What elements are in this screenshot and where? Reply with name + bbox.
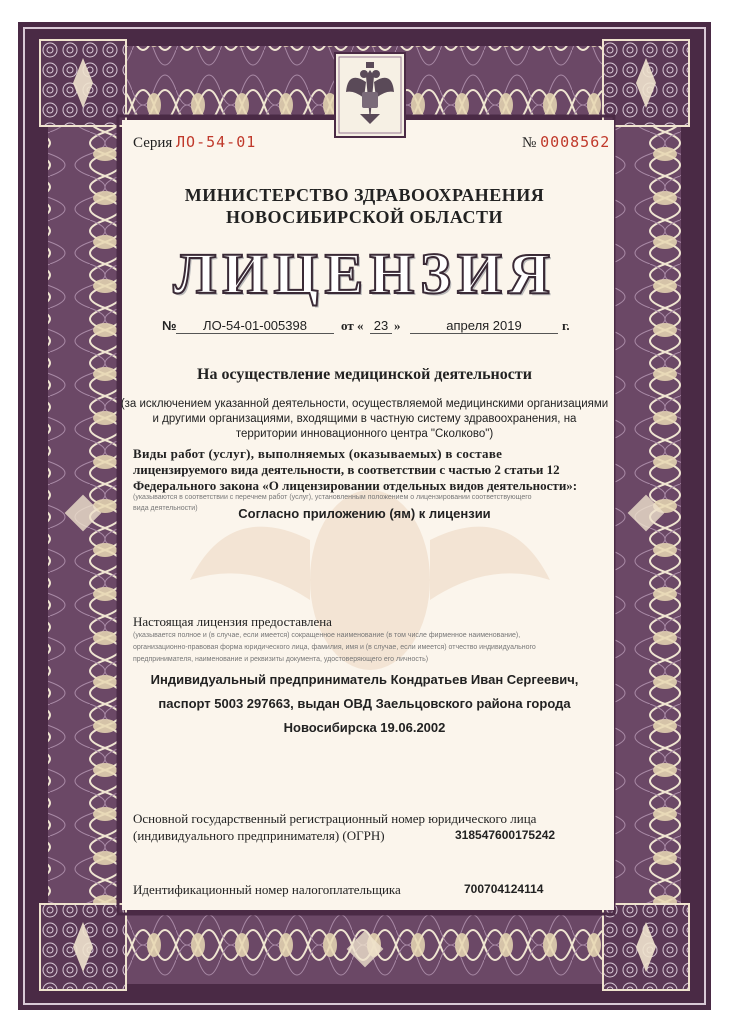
license-day-close: » — [394, 318, 401, 333]
inn-label: Идентификационный номер налогоплательщика — [133, 882, 401, 897]
series-label: Серия — [133, 135, 173, 151]
holder-label: Настоящая лицензия предоставлена — [133, 614, 332, 629]
works-hint-line1: (указываются в соответствии с перечнем работ (услуг), установленным положением о лицензировании соответствующего — [133, 494, 532, 501]
holder-value-line1: Индивидуальный предприниматель Кондратьев Иван Сергеевич, — [150, 672, 579, 687]
series-row — [133, 133, 256, 152]
license-month-year: апреля 2019 — [410, 318, 558, 334]
holder-hint-line2: организационно-правовая форма юридического лица, фамилия, имя и (в случае, если имеется) отчество индивидуального — [133, 644, 536, 651]
issuer-line2: НОВОСИБИРСКОЙ ОБЛАСТИ — [226, 207, 503, 227]
license-number: ЛО-54-01-005398 — [176, 318, 334, 334]
holder-value-line2: паспорт 5003 297663, выдан ОВД Заельцовского района города — [158, 696, 571, 711]
series-value: ЛО-54-01 — [176, 133, 257, 151]
license-from-label: от « — [341, 318, 364, 333]
activity-note-line2: и другими организациями, входящими в частную систему здравоохранения, на — [152, 413, 577, 425]
holder-hint-line1: (указывается полное и (в случае, если имеется) сокращенное наименование (в том числе фирменное наименование), — [133, 632, 521, 639]
inn-value: 700704124114 — [464, 882, 544, 896]
form-number-label: № — [522, 135, 537, 151]
ogrn-label-line2: (индивидуального предпринимателя) (ОГРН) — [133, 828, 385, 843]
activity-heading: На осуществление медицинской деятельности — [197, 366, 532, 383]
works-hint-line2: вида деятельности) — [133, 505, 198, 512]
issuer-line1: МИНИСТЕРСТВО ЗДРАВООХРАНЕНИЯ — [184, 185, 545, 205]
activity-note-line1: (за исключением указанной деятельности, осуществляемой медицинскими организациями — [120, 398, 609, 410]
holder-hint-line3: предпринимателя, наименование и реквизиты документа, удостоверяющего его личность) — [133, 656, 429, 663]
works-line1: Виды работ (услуг), выполняемых (оказываемых) в составе — [133, 446, 503, 461]
license-year-suffix: г. — [562, 318, 570, 333]
works-line2: лицензируемого вида деятельности, в соответствии с частью 2 статьи 12 — [133, 462, 560, 477]
coat-of-arms-icon — [334, 52, 406, 138]
activity-note-line3: территории инновационного центра "Сколково") — [235, 428, 494, 440]
holder-value-line3: Новосибирска 19.06.2002 — [283, 720, 446, 735]
ogrn-label-line1: Основной государственный регистрационный номер юридического лица — [133, 811, 537, 826]
license-day: 23 — [370, 318, 392, 334]
form-number-value: 0008562 — [540, 133, 611, 151]
works-value: Согласно приложению (ям) к лицензии — [238, 506, 491, 521]
works-line3: Федерального закона «О лицензировании отдельных видов деятельности»: — [133, 478, 578, 493]
license-no-label: № — [162, 318, 177, 333]
document-title: ЛИЦЕНЗИЯ — [173, 241, 556, 306]
ogrn-value: 318547600175242 — [455, 828, 556, 842]
form-number-row — [522, 133, 610, 152]
